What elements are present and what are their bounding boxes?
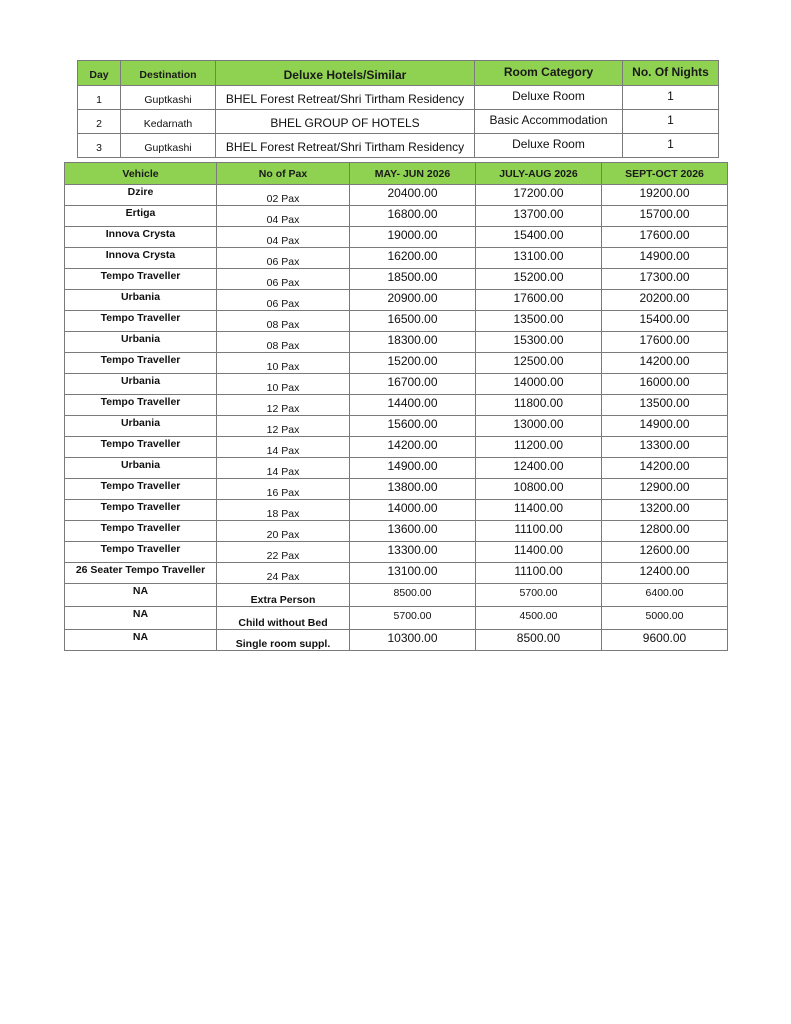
price-jul-aug-cell: 13700.00 — [476, 206, 602, 227]
vehicle-cell: Urbania — [65, 332, 217, 353]
vehicle-cell: Urbania — [65, 374, 217, 395]
price-may-jun-cell: 20400.00 — [350, 185, 476, 206]
vehicle-cell: Ertiga — [65, 206, 217, 227]
hotel-table-row — [78, 110, 719, 134]
price-jul-aug-cell: 8500.00 — [476, 630, 602, 651]
vehicle-table-row — [65, 563, 728, 584]
price-may-jun-cell: 15600.00 — [350, 416, 476, 437]
price-sep-oct-cell: 15400.00 — [602, 311, 728, 332]
pax-cell: 14 Pax — [217, 458, 350, 479]
header-vehicle: Vehicle — [65, 163, 217, 185]
price-may-jun-cell: 13800.00 — [350, 479, 476, 500]
vehicle-table-row — [65, 206, 728, 227]
vehicle-table-row — [65, 416, 728, 437]
pax-cell: 16 Pax — [217, 479, 350, 500]
hotel-table-row — [78, 134, 719, 158]
price-may-jun-cell: 16700.00 — [350, 374, 476, 395]
price-may-jun-cell: 14200.00 — [350, 437, 476, 458]
price-sep-oct-cell: 13200.00 — [602, 500, 728, 521]
price-may-jun-cell: 18500.00 — [350, 269, 476, 290]
price-sep-oct-cell: 15700.00 — [602, 206, 728, 227]
hotel-itinerary-table — [77, 60, 719, 158]
price-jul-aug-cell: 15300.00 — [476, 332, 602, 353]
price-jul-aug-cell: 11800.00 — [476, 395, 602, 416]
pax-cell: 08 Pax — [217, 332, 350, 353]
price-may-jun-cell: 19000.00 — [350, 227, 476, 248]
price-jul-aug-cell: 12400.00 — [476, 458, 602, 479]
header-may-jun: MAY- JUN 2026 — [350, 163, 476, 185]
pax-cell: 04 Pax — [217, 227, 350, 248]
day-cell: 1 — [78, 86, 121, 110]
pax-cell: 10 Pax — [217, 353, 350, 374]
vehicle-cell: Dzire — [65, 185, 217, 206]
nights-cell: 1 — [623, 86, 719, 110]
price-jul-aug-cell: 13000.00 — [476, 416, 602, 437]
pax-cell: Extra Person — [217, 584, 350, 607]
vehicle-table-row — [65, 269, 728, 290]
hotel-table-header-row — [78, 61, 719, 86]
vehicle-cell: NA — [65, 630, 217, 651]
price-may-jun-cell: 16500.00 — [350, 311, 476, 332]
price-may-jun-cell: 20900.00 — [350, 290, 476, 311]
room-category-cell: Basic Accommodation — [475, 110, 623, 134]
price-sep-oct-cell: 12400.00 — [602, 563, 728, 584]
vehicle-table-row — [65, 227, 728, 248]
pax-cell: 10 Pax — [217, 374, 350, 395]
hotel-cell: BHEL Forest Retreat/Shri Tirtham Residency — [216, 86, 475, 110]
price-may-jun-cell: 14900.00 — [350, 458, 476, 479]
price-may-jun-cell: 18300.00 — [350, 332, 476, 353]
hotel-table-row — [78, 86, 719, 110]
vehicle-cell: Innova Crysta — [65, 227, 217, 248]
price-may-jun-cell: 16200.00 — [350, 248, 476, 269]
destination-cell: Kedarnath — [121, 110, 216, 134]
day-cell: 2 — [78, 110, 121, 134]
vehicle-table-row — [65, 248, 728, 269]
price-may-jun-cell: 13300.00 — [350, 542, 476, 563]
price-may-jun-cell: 5700.00 — [350, 607, 476, 630]
price-sep-oct-cell: 13300.00 — [602, 437, 728, 458]
price-may-jun-cell: 14000.00 — [350, 500, 476, 521]
vehicle-table-row — [65, 353, 728, 374]
vehicle-table-row — [65, 185, 728, 206]
price-may-jun-cell: 13100.00 — [350, 563, 476, 584]
vehicle-table-row — [65, 332, 728, 353]
pax-cell: 24 Pax — [217, 563, 350, 584]
vehicle-table-row — [65, 521, 728, 542]
price-may-jun-cell: 10300.00 — [350, 630, 476, 651]
vehicle-table-row — [65, 542, 728, 563]
price-sep-oct-cell: 17600.00 — [602, 227, 728, 248]
price-sep-oct-cell: 14900.00 — [602, 248, 728, 269]
vehicle-table-row — [65, 607, 728, 630]
price-jul-aug-cell: 17200.00 — [476, 185, 602, 206]
vehicle-cell: Tempo Traveller — [65, 311, 217, 332]
price-sep-oct-cell: 20200.00 — [602, 290, 728, 311]
vehicle-table-row — [65, 584, 728, 607]
price-jul-aug-cell: 11100.00 — [476, 521, 602, 542]
price-may-jun-cell: 14400.00 — [350, 395, 476, 416]
pax-cell: Child without Bed — [217, 607, 350, 630]
header-destination: Destination — [121, 61, 216, 86]
pax-cell: 04 Pax — [217, 206, 350, 227]
vehicle-cell: Tempo Traveller — [65, 521, 217, 542]
vehicle-cell: 26 Seater Tempo Traveller — [65, 563, 217, 584]
room-category-cell: Deluxe Room — [475, 86, 623, 110]
pax-cell: 06 Pax — [217, 269, 350, 290]
hotel-cell: BHEL Forest Retreat/Shri Tirtham Residency — [216, 134, 475, 158]
price-sep-oct-cell: 6400.00 — [602, 584, 728, 607]
pax-cell: 14 Pax — [217, 437, 350, 458]
destination-cell: Guptkashi — [121, 86, 216, 110]
header-jul-aug: JULY-AUG 2026 — [476, 163, 602, 185]
price-jul-aug-cell: 11200.00 — [476, 437, 602, 458]
price-jul-aug-cell: 14000.00 — [476, 374, 602, 395]
pax-cell: Single room suppl. — [217, 630, 350, 651]
price-sep-oct-cell: 12600.00 — [602, 542, 728, 563]
pax-cell: 12 Pax — [217, 416, 350, 437]
price-may-jun-cell: 15200.00 — [350, 353, 476, 374]
vehicle-cell: NA — [65, 584, 217, 607]
vehicle-cell: Urbania — [65, 290, 217, 311]
destination-cell: Guptkashi — [121, 134, 216, 158]
vehicle-table-row — [65, 630, 728, 651]
pax-cell: 06 Pax — [217, 290, 350, 311]
vehicle-table-row — [65, 437, 728, 458]
price-sep-oct-cell: 14200.00 — [602, 458, 728, 479]
price-jul-aug-cell: 13500.00 — [476, 311, 602, 332]
pax-cell: 20 Pax — [217, 521, 350, 542]
price-sep-oct-cell: 13500.00 — [602, 395, 728, 416]
vehicle-table-row — [65, 479, 728, 500]
vehicle-table-row — [65, 395, 728, 416]
price-sep-oct-cell: 12900.00 — [602, 479, 728, 500]
pax-cell: 12 Pax — [217, 395, 350, 416]
vehicle-table-row — [65, 311, 728, 332]
vehicle-table-row — [65, 458, 728, 479]
pax-cell: 18 Pax — [217, 500, 350, 521]
vehicle-cell: Tempo Traveller — [65, 479, 217, 500]
nights-cell: 1 — [623, 110, 719, 134]
price-may-jun-cell: 13600.00 — [350, 521, 476, 542]
day-cell: 3 — [78, 134, 121, 158]
vehicle-table-row — [65, 374, 728, 395]
room-category-cell: Deluxe Room — [475, 134, 623, 158]
hotel-cell: BHEL GROUP OF HOTELS — [216, 110, 475, 134]
vehicle-cell: Tempo Traveller — [65, 269, 217, 290]
vehicle-cell: Tempo Traveller — [65, 395, 217, 416]
price-jul-aug-cell: 15400.00 — [476, 227, 602, 248]
vehicle-cell: Urbania — [65, 458, 217, 479]
price-jul-aug-cell: 15200.00 — [476, 269, 602, 290]
vehicle-table-header-row — [65, 163, 728, 185]
price-jul-aug-cell: 13100.00 — [476, 248, 602, 269]
pax-cell: 02 Pax — [217, 185, 350, 206]
price-sep-oct-cell: 17300.00 — [602, 269, 728, 290]
header-day: Day — [78, 61, 121, 86]
vehicle-cell: Innova Crysta — [65, 248, 217, 269]
nights-cell: 1 — [623, 134, 719, 158]
vehicle-cell: Tempo Traveller — [65, 542, 217, 563]
header-sep-oct: SEPT-OCT 2026 — [602, 163, 728, 185]
vehicle-cell: Tempo Traveller — [65, 437, 217, 458]
price-jul-aug-cell: 11400.00 — [476, 542, 602, 563]
header-pax: No of Pax — [217, 163, 350, 185]
vehicle-table-row — [65, 500, 728, 521]
header-hotels: Deluxe Hotels/Similar — [216, 61, 475, 86]
price-jul-aug-cell: 10800.00 — [476, 479, 602, 500]
vehicle-cell: NA — [65, 607, 217, 630]
header-nights: No. Of Nights — [623, 61, 719, 86]
price-sep-oct-cell: 19200.00 — [602, 185, 728, 206]
header-room-category: Room Category — [475, 61, 623, 86]
price-sep-oct-cell: 16000.00 — [602, 374, 728, 395]
vehicle-cell: Tempo Traveller — [65, 500, 217, 521]
pax-cell: 08 Pax — [217, 311, 350, 332]
price-sep-oct-cell: 14900.00 — [602, 416, 728, 437]
vehicle-pricing-table — [64, 162, 728, 651]
vehicle-cell: Tempo Traveller — [65, 353, 217, 374]
vehicle-table-row — [65, 290, 728, 311]
price-may-jun-cell: 8500.00 — [350, 584, 476, 607]
price-sep-oct-cell: 12800.00 — [602, 521, 728, 542]
pax-cell: 06 Pax — [217, 248, 350, 269]
price-sep-oct-cell: 9600.00 — [602, 630, 728, 651]
price-sep-oct-cell: 17600.00 — [602, 332, 728, 353]
price-jul-aug-cell: 5700.00 — [476, 584, 602, 607]
price-sep-oct-cell: 14200.00 — [602, 353, 728, 374]
price-jul-aug-cell: 11100.00 — [476, 563, 602, 584]
price-sep-oct-cell: 5000.00 — [602, 607, 728, 630]
price-jul-aug-cell: 11400.00 — [476, 500, 602, 521]
price-may-jun-cell: 16800.00 — [350, 206, 476, 227]
vehicle-cell: Urbania — [65, 416, 217, 437]
price-jul-aug-cell: 17600.00 — [476, 290, 602, 311]
price-jul-aug-cell: 12500.00 — [476, 353, 602, 374]
price-jul-aug-cell: 4500.00 — [476, 607, 602, 630]
pax-cell: 22 Pax — [217, 542, 350, 563]
